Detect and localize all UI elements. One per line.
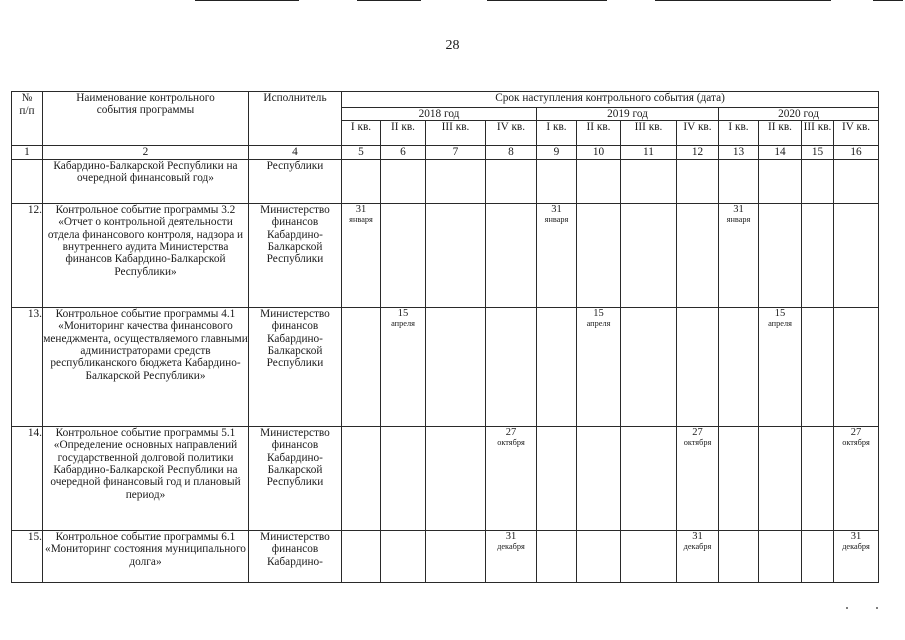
header-quarter [834, 121, 879, 146]
quarter-cell [381, 426, 426, 530]
executor: Министерство финансов Кабардино- [249, 530, 342, 582]
event-name: Контрольное событие программы 6.1 «Мониторинг состояния муниципального долга» [43, 530, 249, 582]
header-year-2019 [537, 108, 719, 121]
column-number: 5 [342, 146, 381, 159]
quarter-cell [342, 530, 381, 582]
quarter-cell [802, 159, 834, 203]
quarter-cell [719, 307, 759, 426]
column-number: 4 [249, 146, 342, 159]
quarter-cell [537, 530, 577, 582]
date-day: 31 [692, 530, 703, 542]
header-quarter [486, 121, 537, 146]
event-name: Кабардино-Балкарской Республики на очередной финансовый год» [43, 159, 249, 203]
top-scan-line [655, 0, 831, 1]
quarter-cell [577, 203, 621, 307]
header-deadline-label: Срок наступления контрольного события (дата) [495, 92, 725, 104]
date-month: декабря [842, 541, 870, 551]
header-executor-label: Исполнитель [263, 92, 327, 104]
date-month: октября [842, 437, 870, 447]
column-number: 9 [537, 146, 577, 159]
column-number: 15 [802, 146, 834, 159]
date-day: 31 [850, 530, 862, 542]
quarter-cell [381, 159, 426, 203]
executor: Министерство финансов Кабардино-Балкарской Республики [249, 426, 342, 530]
page-number: 28 [445, 38, 460, 53]
quarter-label: III кв. [441, 121, 470, 134]
event-date [342, 203, 381, 307]
quarter-label: III кв. [803, 121, 832, 134]
quarter-cell [719, 159, 759, 203]
quarter-cell [537, 426, 577, 530]
column-number: 6 [381, 146, 426, 159]
header-quarter [621, 121, 677, 146]
top-scan-line [195, 0, 299, 1]
header-deadline [342, 92, 879, 108]
quarter-cell [342, 307, 381, 426]
quarter-label: II кв. [768, 121, 792, 134]
year-label: 2019 год [607, 108, 648, 120]
column-number: 11 [621, 146, 677, 159]
header-quarter [426, 121, 486, 146]
date-month: января [349, 214, 373, 224]
event-date [381, 307, 426, 426]
column-number: 10 [577, 146, 621, 159]
executor: Министерство финансов Кабардино-Балкарской Республики [249, 307, 342, 426]
row-number: 12. [12, 203, 43, 307]
column-number: 14 [759, 146, 802, 159]
quarter-cell [486, 307, 537, 426]
table-row [12, 530, 879, 582]
table-row [12, 203, 879, 307]
quarter-cell [719, 426, 759, 530]
quarter-cell [426, 159, 486, 203]
header-num-label: № п/п [19, 92, 35, 117]
quarter-cell [834, 159, 879, 203]
quarter-cell [802, 307, 834, 426]
header-quarter [537, 121, 577, 146]
column-number: 16 [834, 146, 879, 159]
header-quarter [802, 121, 834, 146]
quarter-cell [342, 159, 381, 203]
header-name [43, 92, 249, 146]
date-day: 27 [692, 426, 703, 438]
quarter-cell [802, 203, 834, 307]
date-day: 31 [733, 203, 744, 215]
quarter-cell [621, 426, 677, 530]
date-month: января [726, 214, 751, 224]
date-day: 27 [850, 426, 862, 438]
date-day: 15 [774, 307, 786, 319]
quarter-cell [621, 203, 677, 307]
date-month: декабря [497, 541, 525, 551]
date-month: апреля [391, 318, 415, 328]
top-scan-line [357, 0, 421, 1]
quarter-label: I кв. [546, 121, 567, 134]
quarter-label: II кв. [586, 121, 611, 134]
quarter-label: III кв. [634, 121, 663, 134]
quarter-cell [759, 530, 802, 582]
event-name: Контрольное событие программы 4.1 «Мониторинг качества финансового менеджмента, осуществляемого главными администраторами средств республиканского бюджета Кабардино-Балкарской Республики» [43, 307, 249, 426]
event-date [486, 530, 537, 582]
quarter-cell [802, 426, 834, 530]
event-date [537, 203, 577, 307]
event-date [486, 426, 537, 530]
quarter-cell [426, 426, 486, 530]
control-events-table [11, 91, 879, 583]
quarter-label: I кв. [728, 121, 749, 134]
quarter-cell [677, 307, 719, 426]
executor: Министерство финансов Кабардино-Балкарской Республики [249, 203, 342, 307]
header-quarter [719, 121, 759, 146]
year-label: 2018 год [418, 108, 460, 120]
header-name-label: Наименование контрольного события программы [76, 92, 215, 117]
event-date [677, 426, 719, 530]
event-name: Контрольное событие программы 3.2 «Отчет о контрольной деятельности отдела финансового контроля, надзора и внутреннего аудита Министерства финансов Кабардино-Балкарской Республики» [43, 203, 249, 307]
date-month: апреля [768, 318, 792, 328]
header-executor [249, 92, 342, 146]
quarter-cell [759, 426, 802, 530]
column-number: 7 [426, 146, 486, 159]
quarter-cell [759, 159, 802, 203]
date-day: 31 [355, 203, 367, 215]
event-name: Контрольное событие программы 5.1 «Определение основных направлений государственной долговой политики Кабардино-Балкарской Республики на очередной финансовый год и плановый период» [43, 426, 249, 530]
quarter-cell [677, 159, 719, 203]
quarter-cell [759, 203, 802, 307]
quarter-cell [577, 159, 621, 203]
date-day: 31 [551, 203, 562, 215]
header-quarter [677, 121, 719, 146]
scan-speck [876, 607, 878, 609]
quarter-cell [426, 203, 486, 307]
date-month: апреля [586, 318, 611, 328]
quarter-label: IV кв. [841, 121, 871, 134]
event-date [719, 203, 759, 307]
event-date [759, 307, 802, 426]
event-date [834, 530, 879, 582]
quarter-cell [426, 307, 486, 426]
column-number: 13 [719, 146, 759, 159]
quarter-label: IV кв. [496, 121, 526, 134]
quarter-cell [342, 426, 381, 530]
table-row [12, 307, 879, 426]
quarter-cell [486, 159, 537, 203]
header-year-2018 [342, 108, 537, 121]
quarter-cell [834, 203, 879, 307]
column-number: 12 [677, 146, 719, 159]
quarter-cell [486, 203, 537, 307]
date-month: октября [497, 437, 525, 447]
date-month: января [544, 214, 569, 224]
table-row [12, 159, 879, 203]
header-year-2020 [719, 108, 879, 121]
header-num [12, 92, 43, 146]
column-number: 8 [486, 146, 537, 159]
date-day: 27 [505, 426, 517, 438]
year-label: 2020 год [778, 108, 819, 120]
header-quarter [342, 121, 381, 146]
date-month: декабря [683, 541, 712, 551]
quarter-label: II кв. [391, 121, 415, 134]
date-month: октября [683, 437, 712, 447]
quarter-cell [537, 307, 577, 426]
column-number: 1 [12, 146, 43, 159]
row-number: 13. [12, 307, 43, 426]
row-number [12, 159, 43, 203]
quarter-cell [719, 530, 759, 582]
quarter-cell [381, 203, 426, 307]
quarter-cell [381, 530, 426, 582]
header-quarter [577, 121, 621, 146]
top-scan-line [873, 0, 903, 1]
header-quarter [759, 121, 802, 146]
quarter-cell [577, 530, 621, 582]
quarter-cell [621, 159, 677, 203]
quarter-label: IV кв. [683, 121, 712, 134]
row-number: 15. [12, 530, 43, 582]
row-number: 14. [12, 426, 43, 530]
quarter-cell [621, 307, 677, 426]
executor: Республики [249, 159, 342, 203]
scan-speck [846, 607, 848, 609]
table-row [12, 426, 879, 530]
quarter-label: I кв. [350, 121, 372, 134]
header-quarter [381, 121, 426, 146]
top-scan-line [487, 0, 607, 1]
date-day: 31 [505, 530, 517, 542]
quarter-cell [577, 426, 621, 530]
quarter-cell [834, 307, 879, 426]
quarter-cell [621, 530, 677, 582]
date-day: 15 [593, 307, 604, 319]
column-number: 2 [43, 146, 249, 159]
event-date [577, 307, 621, 426]
event-date [834, 426, 879, 530]
quarter-cell [677, 203, 719, 307]
event-date [677, 530, 719, 582]
quarter-cell [537, 159, 577, 203]
quarter-cell [802, 530, 834, 582]
date-day: 15 [397, 307, 409, 319]
quarter-cell [426, 530, 486, 582]
